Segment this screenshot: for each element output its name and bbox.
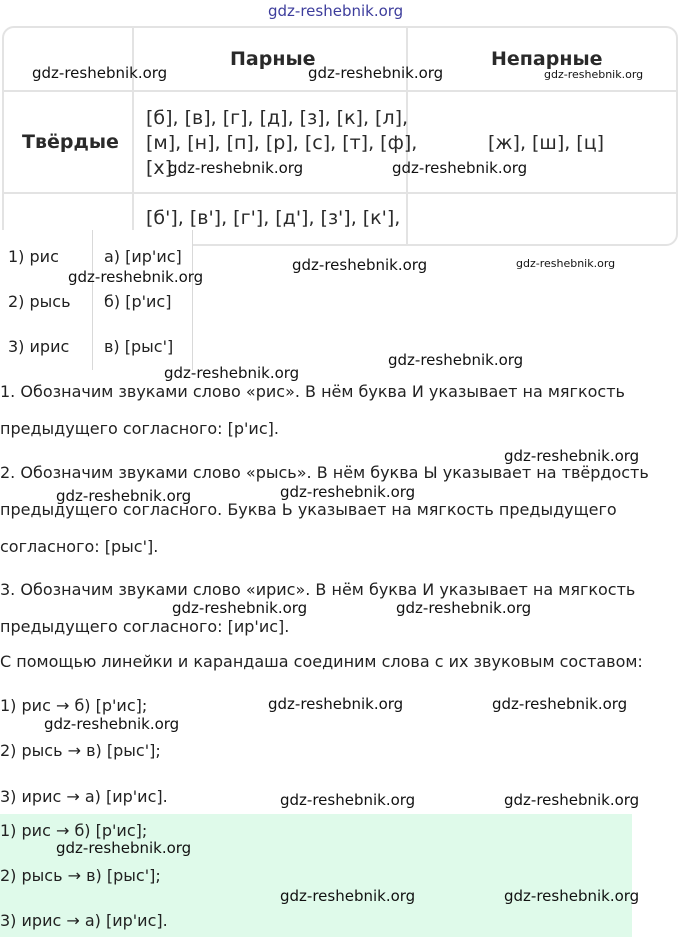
watermark: gdz-reshebnik.org	[292, 256, 428, 274]
transcription-item: б) [р'ис]	[104, 292, 172, 311]
row-label-hard: Твёрдые	[22, 131, 119, 153]
match-line: 2) рысь → в) [рыс'];	[0, 741, 161, 760]
watermark: gdz-reshebnik.org	[44, 715, 180, 733]
watermark: gdz-reshebnik.org	[172, 599, 308, 617]
answer-line: 3) ирис → а) [ир'ис].	[0, 911, 168, 930]
watermark: gdz-reshebnik.org	[396, 599, 532, 617]
explanation-line: предыдущего согласного: [ир'ис].	[0, 617, 290, 636]
header-unpaired: Непарные	[491, 48, 603, 70]
instruction-line: С помощью линейки и карандаша соединим слова с их звуковым составом:	[0, 652, 643, 671]
match-line: 1) рис → б) [р'ис];	[0, 696, 148, 715]
watermark: gdz-reshebnik.org	[388, 351, 524, 369]
watermark: gdz-reshebnik.org	[164, 364, 300, 382]
watermark: gdz-reshebnik.org	[32, 64, 168, 82]
watermark: gdz-reshebnik.org	[280, 483, 416, 501]
watermark: gdz-reshebnik.org	[544, 68, 644, 81]
watermark: gdz-reshebnik.org	[168, 159, 304, 177]
table-divider	[4, 90, 678, 92]
transcription-item: а) [ир'ис]	[104, 247, 182, 266]
consonants-table	[2, 26, 678, 246]
watermark: gdz-reshebnik.org	[308, 64, 444, 82]
watermark: gdz-reshebnik.org	[516, 257, 616, 270]
hard-paired-line: [м], [н], [п], [р], [с], [т], [ф],	[146, 132, 418, 154]
watermark: gdz-reshebnik.org	[504, 447, 640, 465]
watermark: gdz-reshebnik.org	[56, 487, 192, 505]
word-item: 1) рис	[8, 247, 59, 266]
header-paired: Парные	[230, 48, 316, 70]
explanation-line: 3. Обозначим звуками слово «ирис». В нём буква И указывает на мягкость	[0, 580, 636, 599]
word-item: 3) ирис	[8, 337, 70, 356]
word-item: 2) рысь	[8, 292, 71, 311]
explanation-line: предыдущего согласного: [р'ис].	[0, 419, 279, 438]
explanation-line: 1. Обозначим звуками слово «рис». В нём буква И указывает на мягкость	[0, 382, 625, 401]
watermark: gdz-reshebnik.org	[504, 887, 640, 905]
hard-unpaired: [ж], [ш], [ц]	[488, 132, 605, 154]
explanation-line: согласного: [рыс'].	[0, 537, 159, 556]
transcription-item: в) [рыс']	[104, 337, 174, 356]
hard-paired-line: [б], [в], [г], [д], [з], [к], [л],	[146, 107, 409, 129]
table-divider	[92, 230, 93, 370]
watermark: gdz-reshebnik.org	[492, 695, 628, 713]
answer-line: 2) рысь → в) [рыс'];	[0, 866, 161, 885]
match-line: 3) ирис → а) [ир'ис].	[0, 787, 168, 806]
table-divider	[192, 230, 193, 370]
watermark: gdz-reshebnik.org	[56, 839, 192, 857]
explanation-line: предыдущего согласного. Буква Ь указывает на мягкость предыдущего	[0, 500, 617, 519]
watermark: gdz-reshebnik.org	[504, 791, 640, 809]
table-divider	[132, 28, 134, 246]
watermark: gdz-reshebnik.org	[68, 268, 204, 286]
watermark: gdz-reshebnik.org	[268, 695, 404, 713]
hard-paired-line: [х]	[146, 157, 173, 179]
watermark: gdz-reshebnik.org	[392, 159, 528, 177]
explanation-line: 2. Обозначим звуками слово «рысь». В нём буква Ы указывает на твёрдость	[0, 463, 649, 482]
watermark: gdz-reshebnik.org	[280, 791, 416, 809]
exercise-table	[0, 230, 193, 370]
watermark: gdz-reshebnik.org	[268, 2, 404, 20]
watermark: gdz-reshebnik.org	[280, 887, 416, 905]
table-divider	[4, 192, 678, 194]
soft-paired-line: [б'], [в'], [г'], [д'], [з'], [к'],	[146, 207, 401, 229]
answer-line: 1) рис → б) [р'ис];	[0, 821, 148, 840]
